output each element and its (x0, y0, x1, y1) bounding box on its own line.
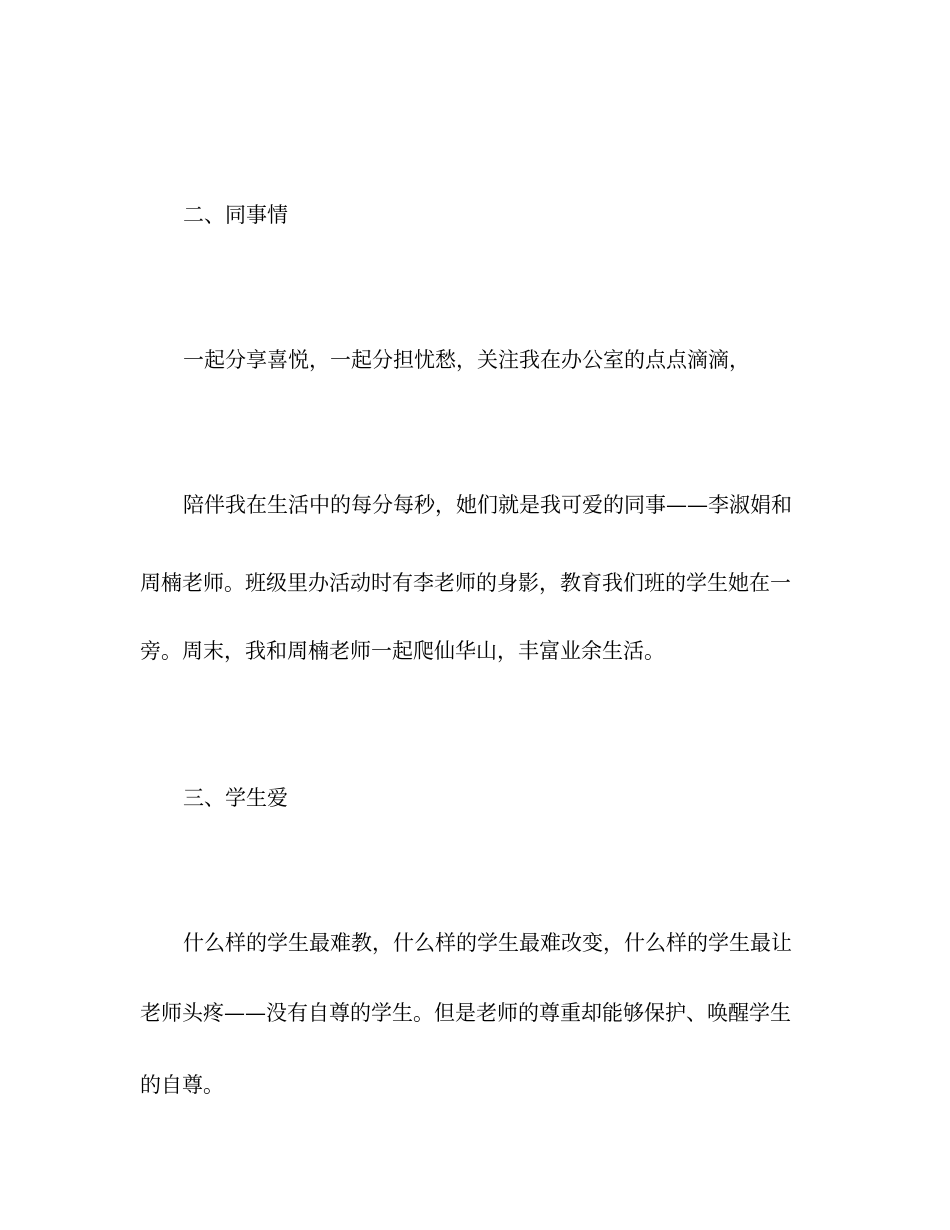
section-heading-students: 三、学生爱 (183, 786, 288, 810)
paragraph-line: 陪伴我在生活中的每分每秒，她们就是我可爱的同事——李淑娟和 (183, 493, 792, 517)
paragraph-line: 老师头疼——没有自尊的学生。但是老师的尊重却能够保护、唤醒学生 (140, 1001, 791, 1025)
paragraph-line: 旁。周末，我和周楠老师一起爬仙华山，丰富业余生活。 (140, 639, 665, 663)
paragraph-line: 周楠老师。班级里办活动时有李老师的身影，教育我们班的学生她在一 (140, 571, 791, 595)
section-heading-colleagues: 二、同事情 (183, 203, 288, 227)
paragraph-line: 的自尊。 (140, 1073, 224, 1097)
paragraph-line: 什么样的学生最难教，什么样的学生最难改变，什么样的学生最让 (183, 931, 792, 955)
paragraph-line: 一起分享喜悦，一起分担忧愁，关注我在办公室的点点滴滴， (183, 348, 750, 372)
